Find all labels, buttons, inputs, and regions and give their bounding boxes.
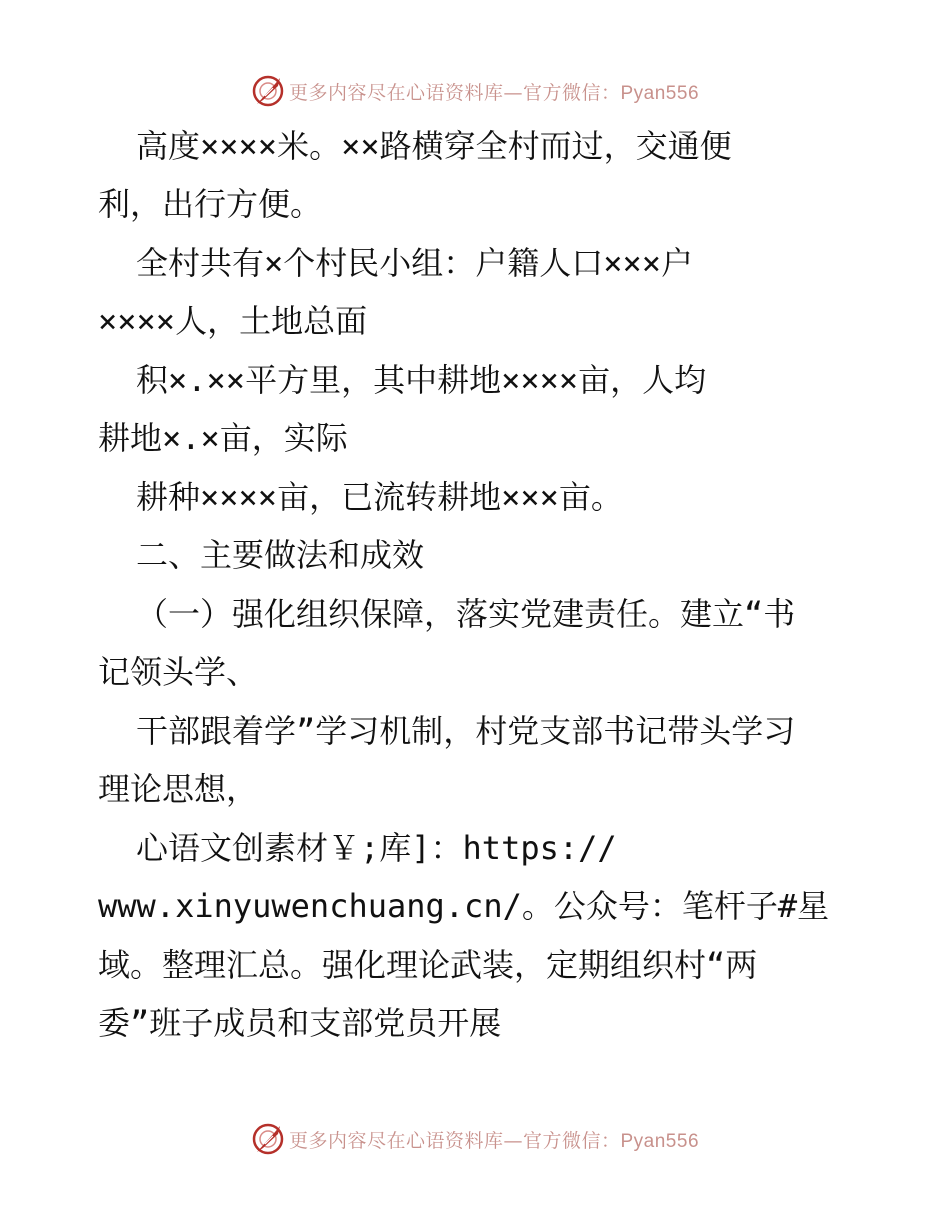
quill-logo-icon <box>251 74 285 108</box>
section-heading: 二、主要做法和成效 <box>136 536 425 574</box>
header-wechat-label: 官方微信： <box>522 81 621 104</box>
header-watermark-text <box>289 78 699 105</box>
document-line-1: 高度××××米。××路横穿全村而过，交通便 <box>136 127 732 165</box>
document-line-11: 干部跟着学”学习机制，村党支部书记带头学习 <box>136 712 796 750</box>
document-line-13: 心语文创素材￥;库]：https:// <box>136 829 617 867</box>
footer-watermark-text <box>289 1126 699 1153</box>
document-line-15: 域。整理汇总。强化理论武装，定期组织村“两 <box>98 946 758 984</box>
footer-promo-text: 更多内容尽在心语资料库 <box>288 1129 504 1152</box>
footer-wechat-label: 官方微信： <box>522 1129 621 1152</box>
document-line-12: 理论思想， <box>98 770 259 808</box>
document-line-14: www.xinyuwenchuang.cn/。公众号：笔杆子#星 <box>98 887 830 925</box>
header-separator: — <box>503 81 523 104</box>
header-watermark-banner <box>0 71 950 111</box>
document-line-2: 利，出行方便。 <box>98 185 323 223</box>
document-line-3: 全村共有×个村民小组：户籍人口×××户 <box>136 244 694 282</box>
document-line-5: 积×.××平方里，其中耕地××××亩，人均 <box>136 361 707 399</box>
header-promo-text: 更多内容尽在心语资料库 <box>288 81 504 104</box>
document-line-10: 记领头学、 <box>98 653 259 691</box>
document-line-6: 耕地×.×亩，实际 <box>98 419 348 457</box>
document-line-16: 委”班子成员和支部党员开展 <box>98 1004 502 1042</box>
footer-watermark-banner <box>0 1119 950 1159</box>
document-line-9: （一）强化组织保障，落实党建责任。建立“书 <box>136 595 796 633</box>
footer-separator: — <box>503 1129 523 1152</box>
header-wechat-account: Pyan556 <box>620 82 700 104</box>
document-line-4: ××××人，土地总面 <box>98 302 368 340</box>
document-line-7: 耕种××××亩，已流转耕地×××亩。 <box>136 478 623 516</box>
footer-wechat-account: Pyan556 <box>620 1130 700 1152</box>
quill-logo-icon <box>251 1122 285 1156</box>
